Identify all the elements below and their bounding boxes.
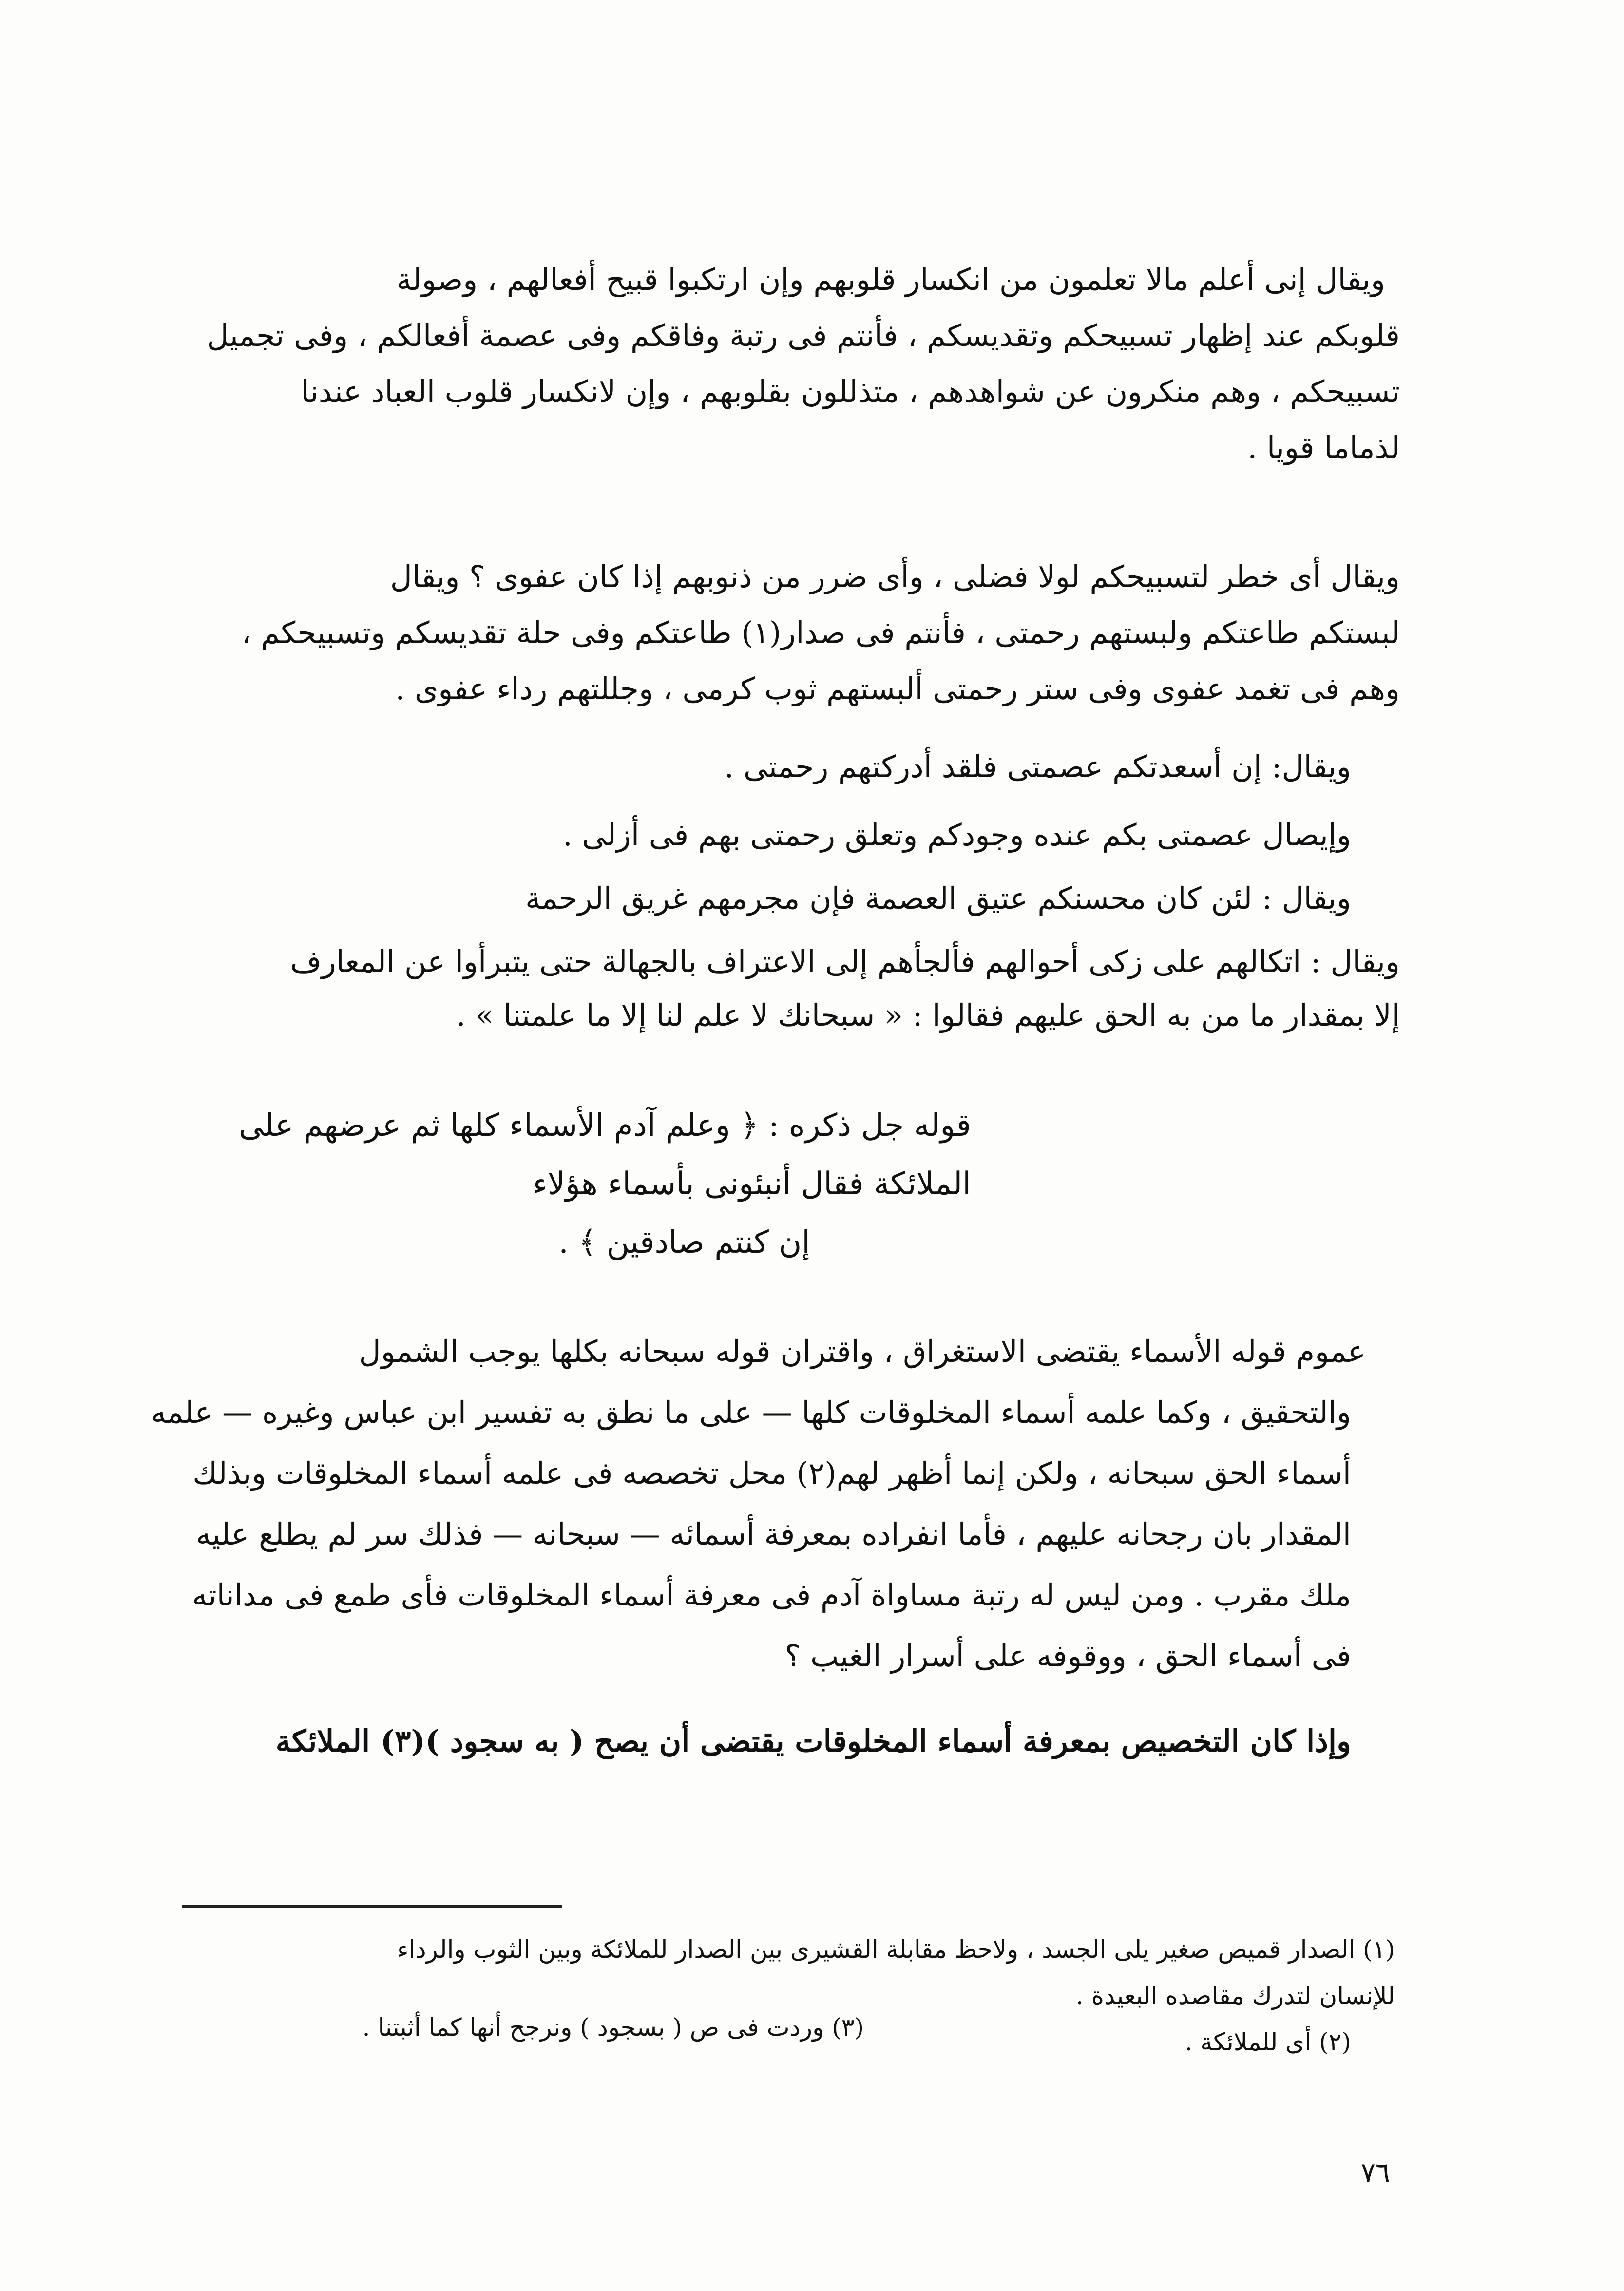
text-line: ويقال أى خطر لتسبيحكم لولا فضلى ، وأى ضرر من ذنوبهم إذا كان عفوى ؟ ويقال [390,559,1400,594]
footnote-2: (٢) أى للملائكة . [1185,2028,1351,2056]
text-line: أسماء الحق سبحانه ، ولكن إنما أظهر لهم(٢) محل تخصصه فى علمه أسماء المخلوقات وبذلك [192,1455,1351,1491]
text-line: ويقال : اتكالهم على زكى أحوالهم فألجأهم إلى الاعتراف بالجهالة حتى يتبرأوا عن المعارف [290,944,1400,979]
text-line: لبستكم طاعتكم ولبستهم رحمتى ، فأنتم فى صدار(١) طاعتكم وفى حلة تقديسكم وتسبيحكم ، [241,615,1400,650]
verse-block [239,1096,971,1272]
verse-line: إن كنتم صادقين ﴾ . [558,1224,810,1260]
text-line: ملك مقرب . ومن ليس له رتبة مساواة آدم فى معرفة أسماء المخلوقات فأى طمع فى مداناته [192,1577,1351,1613]
text-line: والتحقيق ، وكما علمه أسماء المخلوقات كلها — على ما نطق به تفسير ابن عباس وغيره — علمه [151,1394,1351,1430]
footnote-1-line-2: للإنسان لتدرك مقاصده البعيدة . [1075,1982,1395,2010]
paragraph-4: وإيصال عصمتى بكم عنده وجودكم وتعلق رحمتى بهم فى أزلى . [562,817,1351,853]
text-line: قلوبكم عند إظهار تسبيحكم وتقديسكم ، فأنتم فى رتبة وفاقكم وفى عصمة أفعالكم ، وفى تجميل [207,318,1400,353]
footnote-3: (٣) وردت فى ص ( بسجود ) ونرجح أنها كما أثبتنا . [362,2013,864,2042]
paragraph-3: ويقال: إن أسعدتكم عصمتى فلقد أدركتهم رحمتى . [724,749,1351,784]
commentary-paragraph-2: وإذا كان التخصيص بمعرفة أسماء المخلوقات يقتضى أن يصح ( به سجود )(٣) الملائكة [275,1723,1351,1759]
verse-line: قوله جل ذكره : ﴿ وعلم آدم الأسماء كلها ثم عرضهم على [238,1107,971,1144]
footnote-1-line-1: (١) الصدار قميص صغير يلى الجسد ، ولاحظ مقابلة القشيرى بين الصدار للملائكة وبين الثوب والرداء [397,1935,1395,1964]
footnote-divider [182,1905,562,1908]
text-line: ويقال إنى أعلم مالا تعلمون من انكسار قلوبهم وإن ارتكبوا قبيح أفعالهم ، وصولة [396,262,1385,297]
text-line: لذماما قويا . [1247,430,1400,465]
verse-line: الملائكة فقال أنبئونى بأسماء هؤلاء [533,1166,971,1202]
text-line: فى أسماء الحق ، ووقوفه على أسرار الغيب ؟ [784,1638,1351,1674]
text-line: تسبيحكم ، وهم منكرون عن شواهدهم ، متذللون بقلوبهم ، وإن لانكسار قلوب العباد عندنا [301,374,1400,409]
text-line: وهم فى تغمد عفوى وفى ستر رحمتى ألبستهم ثوب كرمى ، وجللتهم رداء عفوى . [395,671,1400,706]
text-line: إلا بمقدار ما من به الحق عليهم فقالوا : « سبحانك لا علم لنا إلا ما علمتنا » . [456,997,1400,1033]
paragraph-5: ويقال : لئن كان محسنكم عتيق العصمة فإن مجرمهم غريق الرحمة [525,880,1351,916]
page-number: ٧٦ [1360,2157,1390,2189]
text-line: عموم قوله الأسماء يقتضى الاستغراق ، واقتران قوله سبحانه بكلها يوجب الشمول [359,1334,1366,1369]
text-line: المقدار بان رجحانه عليهم ، فأما انفراده بمعرفة أسمائه — سبحانه — فذلك سر لم يطلع عليه [195,1516,1351,1552]
